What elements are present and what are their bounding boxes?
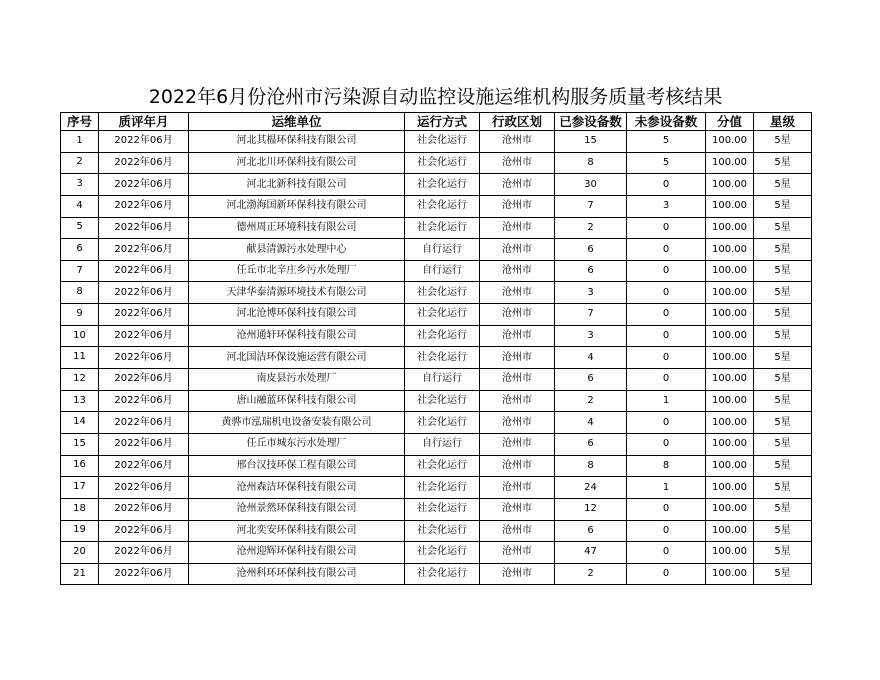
cell-not-joined: 0 [627, 347, 706, 369]
cell-region: 沧州市 [480, 390, 555, 412]
cell-star: 5星 [754, 260, 812, 282]
cell-score: 100.00 [706, 131, 754, 153]
table-row [61, 477, 812, 499]
cell-star: 5星 [754, 412, 812, 434]
cell-no [61, 152, 99, 174]
cell-unit: 沧州景然环保科技有限公司 [189, 498, 405, 520]
cell-mode: 社会化运行 [405, 520, 480, 542]
cell-star: 5星 [754, 347, 812, 369]
cell-score: 100.00 [706, 498, 754, 520]
cell-joined: 7 [555, 195, 627, 217]
cell-month: 2022年06月 [99, 563, 189, 585]
cell-mode: 社会化运行 [405, 347, 480, 369]
cell-no [61, 195, 99, 217]
header-row [61, 113, 812, 131]
cell-not-joined: 0 [627, 498, 706, 520]
cell-no [61, 347, 99, 369]
cell-score: 100.00 [706, 433, 754, 455]
cell-region: 沧州市 [480, 174, 555, 196]
cell-joined: 6 [555, 369, 627, 391]
cell-not-joined: 3 [627, 195, 706, 217]
cell-not-joined: 0 [627, 282, 706, 304]
cell-star: 5星 [754, 563, 812, 585]
cell-month: 2022年06月 [99, 325, 189, 347]
cell-mode: 自行运行 [405, 433, 480, 455]
cell-unit: 河北沧博环保科技有限公司 [189, 304, 405, 326]
table-row [61, 152, 812, 174]
cell-not-joined: 0 [627, 260, 706, 282]
cell-not-joined: 5 [627, 152, 706, 174]
cell-no-text: 20 [73, 545, 86, 557]
cell-no-text: 2 [76, 156, 83, 168]
cell-joined: 8 [555, 152, 627, 174]
cell-no-text: 18 [73, 502, 86, 514]
cell-no-text: 6 [76, 243, 83, 255]
cell-month: 2022年06月 [99, 412, 189, 434]
results-table [60, 112, 812, 585]
cell-score: 100.00 [706, 282, 754, 304]
cell-not-joined: 0 [627, 433, 706, 455]
cell-no-text: 14 [73, 416, 86, 428]
cell-unit: 河北国洁环保设施运营有限公司 [189, 347, 405, 369]
cell-no-text: 19 [73, 524, 86, 536]
cell-joined: 2 [555, 217, 627, 239]
table-row [61, 195, 812, 217]
cell-no-text: 9 [76, 307, 83, 319]
cell-joined: 7 [555, 304, 627, 326]
cell-region: 沧州市 [480, 455, 555, 477]
cell-score: 100.00 [706, 239, 754, 261]
cell-star: 5星 [754, 498, 812, 520]
cell-star: 5星 [754, 152, 812, 174]
cell-not-joined: 0 [627, 325, 706, 347]
table-row [61, 217, 812, 239]
cell-region: 沧州市 [480, 239, 555, 261]
cell-not-joined: 1 [627, 477, 706, 499]
cell-mode: 社会化运行 [405, 412, 480, 434]
cell-no [61, 520, 99, 542]
cell-joined: 12 [555, 498, 627, 520]
cell-no-text: 13 [73, 394, 86, 406]
cell-unit: 任丘市北辛庄乡污水处理厂 [189, 260, 405, 282]
cell-mode: 社会化运行 [405, 390, 480, 412]
cell-no [61, 477, 99, 499]
cell-score: 100.00 [706, 217, 754, 239]
cell-month: 2022年06月 [99, 282, 189, 304]
cell-no-text: 3 [76, 178, 83, 190]
cell-unit: 德州周正环境科技有限公司 [189, 217, 405, 239]
table-row [61, 542, 812, 564]
cell-not-joined: 0 [627, 174, 706, 196]
cell-no [61, 433, 99, 455]
cell-no-text: 16 [73, 459, 86, 471]
cell-score: 100.00 [706, 347, 754, 369]
cell-region: 沧州市 [480, 217, 555, 239]
table-row [61, 239, 812, 261]
cell-mode: 自行运行 [405, 369, 480, 391]
cell-month: 2022年06月 [99, 195, 189, 217]
cell-mode: 社会化运行 [405, 174, 480, 196]
cell-month: 2022年06月 [99, 369, 189, 391]
cell-score: 100.00 [706, 325, 754, 347]
cell-no [61, 282, 99, 304]
cell-unit: 沧州森洁环保科技有限公司 [189, 477, 405, 499]
cell-score: 100.00 [706, 455, 754, 477]
table-row [61, 304, 812, 326]
page-title: 2022年6月份沧州市污染源自动监控设施运维机构服务质量考核结果 [148, 86, 723, 108]
cell-unit: 南皮县污水处理厂 [189, 369, 405, 391]
cell-star: 5星 [754, 390, 812, 412]
cell-mode: 社会化运行 [405, 542, 480, 564]
cell-star: 5星 [754, 282, 812, 304]
table-row [61, 433, 812, 455]
cell-unit: 沧州科环环保科技有限公司 [189, 563, 405, 585]
cell-month: 2022年06月 [99, 498, 189, 520]
cell-not-joined: 0 [627, 542, 706, 564]
cell-region: 沧州市 [480, 152, 555, 174]
header-mode: 运行方式 [405, 113, 480, 131]
cell-no [61, 239, 99, 261]
cell-not-joined: 0 [627, 412, 706, 434]
cell-joined: 8 [555, 455, 627, 477]
cell-month: 2022年06月 [99, 477, 189, 499]
cell-no-text: 1 [76, 134, 83, 146]
cell-unit: 唐山融蓝环保科技有限公司 [189, 390, 405, 412]
header-region: 行政区划 [480, 113, 555, 131]
cell-month: 2022年06月 [99, 520, 189, 542]
cell-star: 5星 [754, 455, 812, 477]
cell-unit: 沧州通轩环保科技有限公司 [189, 325, 405, 347]
cell-region: 沧州市 [480, 563, 555, 585]
cell-not-joined: 0 [627, 217, 706, 239]
cell-score: 100.00 [706, 520, 754, 542]
cell-score: 100.00 [706, 152, 754, 174]
cell-mode: 社会化运行 [405, 217, 480, 239]
cell-no-text: 7 [76, 264, 83, 276]
cell-unit: 河北北川环保科技有限公司 [189, 152, 405, 174]
cell-score: 100.00 [706, 412, 754, 434]
cell-mode: 自行运行 [405, 239, 480, 261]
cell-score: 100.00 [706, 260, 754, 282]
cell-star: 5星 [754, 433, 812, 455]
cell-star: 5星 [754, 304, 812, 326]
cell-region: 沧州市 [480, 282, 555, 304]
cell-joined: 6 [555, 520, 627, 542]
cell-no [61, 260, 99, 282]
cell-month: 2022年06月 [99, 239, 189, 261]
cell-region: 沧州市 [480, 477, 555, 499]
cell-mode: 社会化运行 [405, 304, 480, 326]
table-row [61, 390, 812, 412]
cell-region: 沧州市 [480, 304, 555, 326]
cell-mode: 自行运行 [405, 260, 480, 282]
cell-month: 2022年06月 [99, 433, 189, 455]
cell-no [61, 217, 99, 239]
cell-mode: 社会化运行 [405, 477, 480, 499]
table-row [61, 347, 812, 369]
header-unit: 运维单位 [189, 113, 405, 131]
cell-no [61, 369, 99, 391]
cell-month: 2022年06月 [99, 390, 189, 412]
cell-joined: 24 [555, 477, 627, 499]
cell-region: 沧州市 [480, 433, 555, 455]
cell-joined: 4 [555, 347, 627, 369]
cell-no-text: 17 [73, 481, 86, 493]
cell-unit: 河北渤海国新环保科技有限公司 [189, 195, 405, 217]
cell-month: 2022年06月 [99, 174, 189, 196]
cell-joined: 30 [555, 174, 627, 196]
cell-no [61, 390, 99, 412]
cell-unit: 河北北新科技有限公司 [189, 174, 405, 196]
cell-not-joined: 0 [627, 239, 706, 261]
cell-unit: 沧州迎辉环保科技有限公司 [189, 542, 405, 564]
cell-score: 100.00 [706, 174, 754, 196]
cell-joined: 4 [555, 412, 627, 434]
cell-unit: 黄骅市泓瑞机电设备安装有限公司 [189, 412, 405, 434]
cell-month: 2022年06月 [99, 347, 189, 369]
cell-month: 2022年06月 [99, 152, 189, 174]
cell-joined: 3 [555, 325, 627, 347]
cell-star: 5星 [754, 239, 812, 261]
table-row [61, 260, 812, 282]
cell-not-joined: 0 [627, 304, 706, 326]
cell-region: 沧州市 [480, 325, 555, 347]
cell-mode: 社会化运行 [405, 563, 480, 585]
cell-unit: 河北奕安环保科技有限公司 [189, 520, 405, 542]
cell-region: 沧州市 [480, 195, 555, 217]
cell-mode: 社会化运行 [405, 325, 480, 347]
cell-no [61, 304, 99, 326]
cell-joined: 3 [555, 282, 627, 304]
cell-no-text: 21 [73, 567, 86, 579]
table-row [61, 131, 812, 153]
cell-unit: 河北其榅环保科技有限公司 [189, 131, 405, 153]
cell-no [61, 325, 99, 347]
cell-star: 5星 [754, 477, 812, 499]
cell-star: 5星 [754, 542, 812, 564]
cell-region: 沧州市 [480, 369, 555, 391]
cell-no-text: 5 [76, 221, 83, 233]
cell-star: 5星 [754, 217, 812, 239]
cell-month: 2022年06月 [99, 304, 189, 326]
cell-month: 2022年06月 [99, 260, 189, 282]
cell-month: 2022年06月 [99, 131, 189, 153]
cell-no [61, 563, 99, 585]
table-row [61, 325, 812, 347]
cell-no [61, 542, 99, 564]
header-score: 分值 [706, 113, 754, 131]
cell-star: 5星 [754, 174, 812, 196]
cell-not-joined: 8 [627, 455, 706, 477]
cell-region: 沧州市 [480, 498, 555, 520]
cell-star: 5星 [754, 520, 812, 542]
cell-no-text: 12 [73, 372, 86, 384]
table-row [61, 282, 812, 304]
cell-joined: 2 [555, 390, 627, 412]
cell-unit: 献县清源污水处理中心 [189, 239, 405, 261]
cell-no-text: 4 [76, 199, 83, 211]
table-row [61, 455, 812, 477]
cell-joined: 6 [555, 239, 627, 261]
header-no: 序号 [61, 113, 99, 131]
cell-score: 100.00 [706, 390, 754, 412]
cell-score: 100.00 [706, 477, 754, 499]
cell-month: 2022年06月 [99, 542, 189, 564]
cell-star: 5星 [754, 195, 812, 217]
cell-no [61, 412, 99, 434]
cell-score: 100.00 [706, 369, 754, 391]
table-body [61, 131, 812, 585]
cell-not-joined: 0 [627, 520, 706, 542]
header-joined: 已参设备数 [555, 113, 627, 131]
cell-no [61, 174, 99, 196]
header-star: 星级 [754, 113, 812, 131]
cell-region: 沧州市 [480, 542, 555, 564]
cell-mode: 社会化运行 [405, 152, 480, 174]
cell-not-joined: 0 [627, 563, 706, 585]
cell-star: 5星 [754, 131, 812, 153]
cell-mode: 社会化运行 [405, 498, 480, 520]
cell-star: 5星 [754, 369, 812, 391]
cell-score: 100.00 [706, 542, 754, 564]
cell-region: 沧州市 [480, 260, 555, 282]
cell-score: 100.00 [706, 563, 754, 585]
cell-unit: 天津华泰清源环境技术有限公司 [189, 282, 405, 304]
header-not-joined: 未参设备数 [627, 113, 706, 131]
cell-not-joined: 5 [627, 131, 706, 153]
cell-region: 沧州市 [480, 520, 555, 542]
cell-unit: 任丘市城东污水处理厂 [189, 433, 405, 455]
cell-score: 100.00 [706, 195, 754, 217]
cell-no-text: 8 [76, 286, 83, 298]
cell-no [61, 498, 99, 520]
cell-joined: 15 [555, 131, 627, 153]
cell-mode: 社会化运行 [405, 455, 480, 477]
header-month: 质评年月 [99, 113, 189, 131]
cell-mode: 社会化运行 [405, 131, 480, 153]
table-row [61, 174, 812, 196]
table-row [61, 563, 812, 585]
table-row [61, 498, 812, 520]
cell-region: 沧州市 [480, 347, 555, 369]
cell-month: 2022年06月 [99, 455, 189, 477]
cell-mode: 社会化运行 [405, 195, 480, 217]
cell-no [61, 455, 99, 477]
cell-joined: 2 [555, 563, 627, 585]
cell-mode: 社会化运行 [405, 282, 480, 304]
cell-region: 沧州市 [480, 131, 555, 153]
cell-no-text: 10 [73, 329, 86, 341]
cell-star: 5星 [754, 325, 812, 347]
cell-no-text: 11 [73, 351, 86, 363]
cell-joined: 47 [555, 542, 627, 564]
cell-joined: 6 [555, 433, 627, 455]
cell-not-joined: 1 [627, 390, 706, 412]
cell-joined: 6 [555, 260, 627, 282]
cell-no-text: 15 [73, 437, 86, 449]
cell-unit: 邢台汉技环保工程有限公司 [189, 455, 405, 477]
cell-score: 100.00 [706, 304, 754, 326]
cell-not-joined: 0 [627, 369, 706, 391]
cell-region: 沧州市 [480, 412, 555, 434]
cell-month: 2022年06月 [99, 217, 189, 239]
table-row [61, 520, 812, 542]
cell-no [61, 131, 99, 153]
table-row [61, 369, 812, 391]
table-row [61, 412, 812, 434]
